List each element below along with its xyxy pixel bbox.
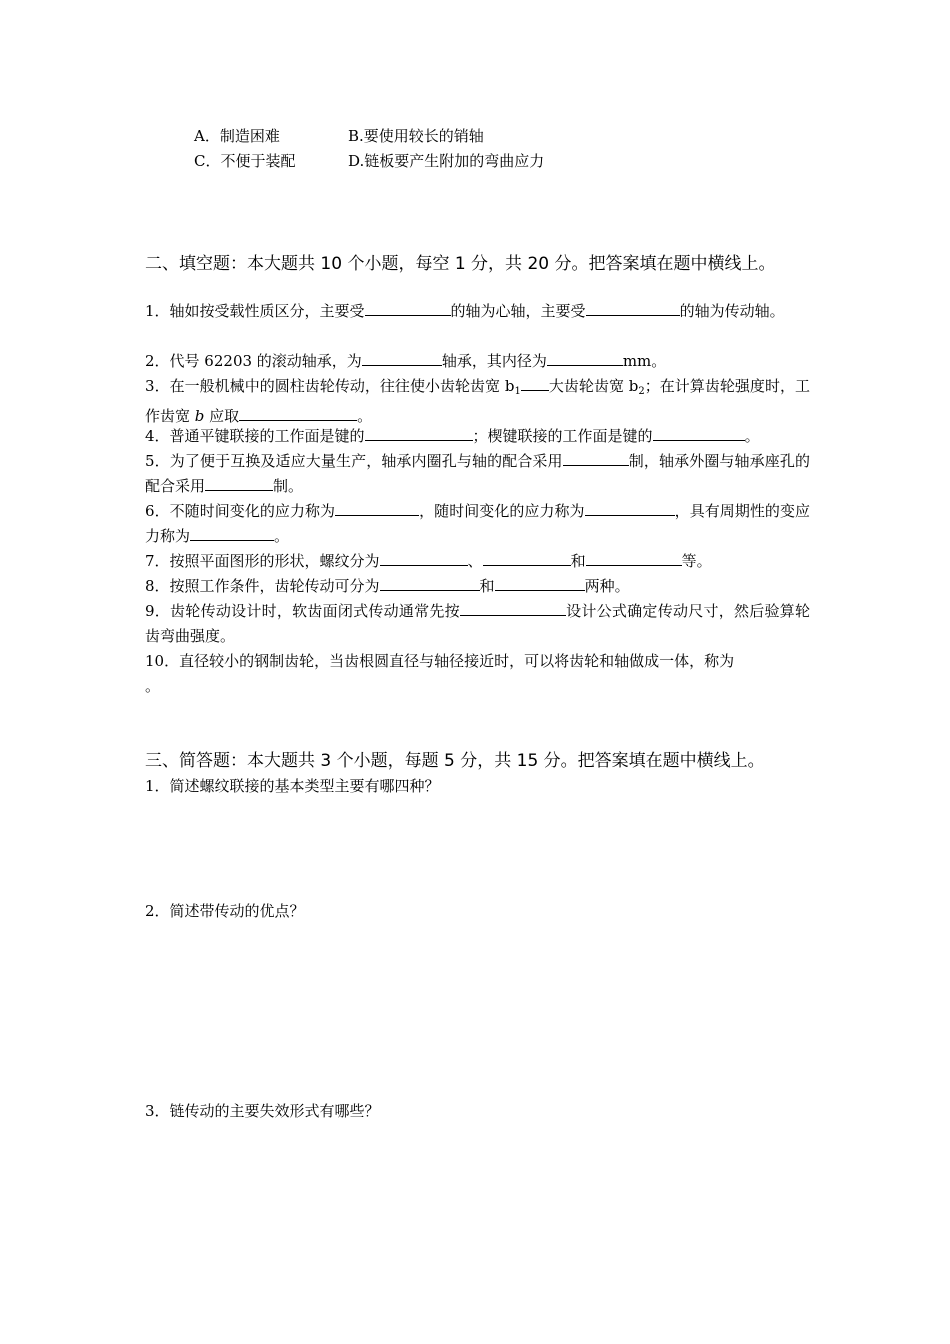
q4-blank-2[interactable] — [653, 425, 745, 441]
q6-blank-2[interactable] — [585, 500, 675, 516]
option-b: B.要使用较长的销轴 — [348, 127, 484, 145]
q3-text-3: ；在计算齿轮强度时，工作齿宽 — [145, 377, 810, 425]
q5-text-2: 制，轴承外圈与轴承座孔的配合采用 — [145, 452, 810, 495]
q8-text-1: 8．按照工作条件，齿轮传动可分为 — [145, 577, 380, 595]
q2-text-3: mm。 — [622, 352, 667, 370]
fill-question-9 — [145, 599, 810, 649]
q4-blank-1[interactable] — [365, 425, 473, 441]
q9-text-2: 设计公式确定传动尺寸，然后验算轮齿弯曲强度。 — [145, 602, 810, 645]
q6-text-3: ，具有周期性的变应力称为 — [145, 502, 810, 545]
q7-text-3: 和 — [570, 552, 586, 570]
q8-blank-2[interactable] — [495, 575, 585, 591]
q1-text-1: 1．轴如按受载性质区分，主要受 — [145, 302, 365, 320]
fill-question-8 — [145, 574, 810, 599]
q4-text-1: 4．普通平键联接的工作面是键的 — [145, 427, 365, 445]
fill-question-4 — [145, 424, 810, 449]
fill-question-2 — [145, 349, 810, 374]
q10-text-2: 。 — [145, 677, 161, 695]
q6-text-1: 6．不随时间变化的应力称为 — [145, 502, 336, 520]
q7-text-4: 等。 — [681, 552, 712, 570]
q7-text-2: 、 — [467, 552, 483, 570]
q3-text-2: 大齿轮齿宽 b — [548, 377, 639, 395]
q9-text-1: 9．齿轮传动设计时，软齿面闭式传动通常先按 — [145, 602, 460, 620]
fill-question-5 — [145, 449, 810, 499]
q3-blank-1[interactable] — [521, 375, 549, 391]
q3-variable-b: b — [194, 407, 205, 425]
q4-text-3: 。 — [744, 427, 760, 445]
q5-blank-1[interactable] — [563, 450, 629, 466]
q1-text-2: 的轴为心轴，主要受 — [450, 302, 586, 320]
q6-text-4: 。 — [274, 527, 290, 545]
q6-text-2: ，随时间变化的应力称为 — [419, 502, 585, 520]
q2-text-2: 轴承，其内径为 — [441, 352, 547, 370]
q7-blank-3[interactable] — [586, 550, 682, 566]
option-row-ab — [194, 126, 484, 146]
option-c: C．不便于装配 — [194, 152, 296, 170]
section2-heading: 二、填空题：本大题共 10 个小题，每空 1 分，共 20 分。把答案填在题中横线上。 — [145, 254, 776, 274]
fill-question-10 — [145, 649, 810, 699]
fill-question-7 — [145, 549, 810, 574]
short-question-2: 2．简述带传动的优点？ — [145, 902, 305, 920]
section3-heading: 三、简答题：本大题共 3 个小题，每题 5 分，共 15 分。把答案填在题中横线上。 — [145, 751, 765, 771]
short-question-1: 1．简述螺纹联接的基本类型主要有哪四种？ — [145, 777, 440, 795]
q5-text-1: 5．为了便于互换及适应大量生产，轴承内圈孔与轴的配合采用 — [145, 452, 563, 470]
q3-subscript-2: 2 — [638, 386, 645, 397]
q3-text-1: 3．在一般机械中的圆柱齿轮传动，往往使小齿轮齿宽 b — [145, 377, 515, 395]
short-question-3: 3．链传动的主要失效形式有哪些？ — [145, 1102, 380, 1120]
option-a: A．制造困难 — [194, 127, 280, 145]
option-d: D.链板要产生附加的弯曲应力 — [348, 152, 545, 170]
q3-text-4: 应取 — [204, 407, 240, 425]
q3-blank-2[interactable] — [239, 405, 357, 421]
q3-subscript-1: 1 — [514, 386, 521, 397]
q1-blank-1[interactable] — [365, 300, 451, 316]
fill-question-6 — [145, 499, 810, 549]
q4-text-2: ；楔键联接的工作面是键的 — [472, 427, 653, 445]
q8-text-3: 两种。 — [584, 577, 630, 595]
q7-text-1: 7．按照平面图形的形状，螺纹分为 — [145, 552, 380, 570]
q2-text-1: 2．代号 62203 的滚动轴承，为 — [145, 352, 362, 370]
option-row-cd — [194, 151, 544, 171]
q8-text-2: 和 — [479, 577, 495, 595]
q10-text-1: 10．直径较小的钢制齿轮，当齿根圆直径与轴径接近时，可以将齿轮和轴做成一体，称为 — [145, 652, 735, 670]
q5-text-3: 制。 — [273, 477, 304, 495]
q5-blank-2[interactable] — [205, 475, 273, 491]
q3-text-5: 。 — [357, 407, 373, 425]
q2-blank-2[interactable] — [547, 350, 623, 366]
q6-blank-1[interactable] — [335, 500, 419, 516]
q7-blank-1[interactable] — [380, 550, 468, 566]
fill-question-3 — [145, 374, 810, 429]
q7-blank-2[interactable] — [483, 550, 571, 566]
q9-blank-1[interactable] — [460, 600, 566, 616]
q1-text-3: 的轴为传动轴。 — [679, 302, 785, 320]
q8-blank-1[interactable] — [380, 575, 480, 591]
fill-question-1 — [145, 299, 810, 324]
q2-blank-1[interactable] — [362, 350, 442, 366]
q6-blank-3[interactable] — [190, 525, 274, 541]
q1-blank-2[interactable] — [586, 300, 680, 316]
